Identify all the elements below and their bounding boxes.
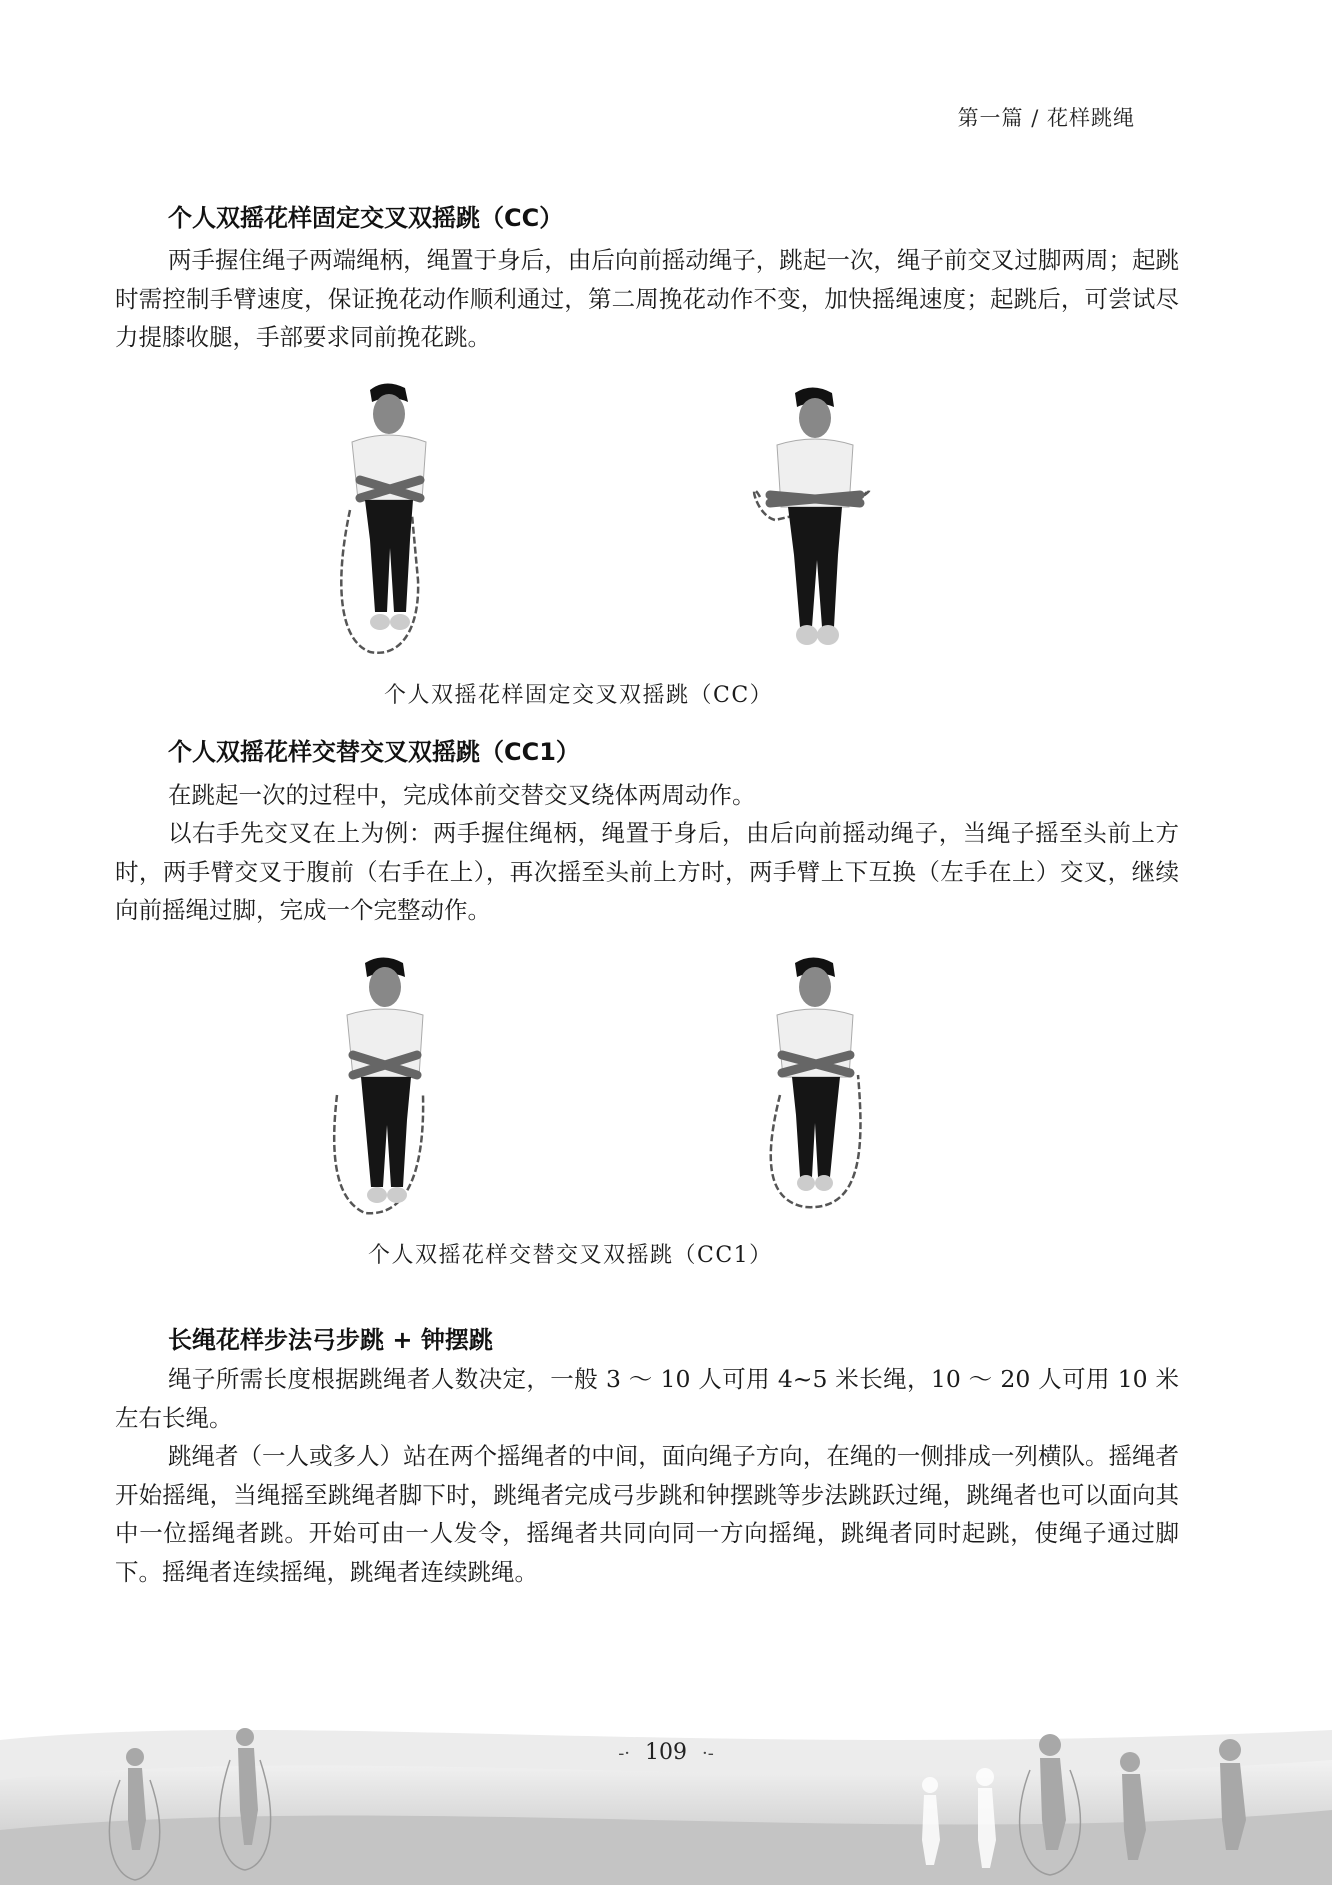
section2-paragraph-1: 在跳起一次的过程中，完成体前交替交叉绕体两周动作。 [168, 781, 756, 809]
section2-paragraph-2: 以右手先交叉在上为例：两手握住绳柄，绳置于身后，由后向前摇动绳子，当绳子摇至头前上方时，两手臂交叉于腹前（右手在上），再次摇至头前上方时，两手臂上下互换（左手在上）交叉，继续向前摇绳过脚，完成一个完整动作。 [115, 819, 1179, 924]
page-number [0, 1740, 1332, 1765]
section1-paragraph-1: 两手握住绳子两端绳柄，绳置于身后，由后向前摇动绳子，跳起一次，绳子前交叉过脚两周；起跳时需控制手臂速度，保证挽花动作顺利通过，第二周挽花动作不变，加快摇绳速度；起跳后，可尝试尽力提膝收腿，手部要求同前挽花跳。 [115, 246, 1179, 351]
jumper-photo-cc1-2 [760, 955, 875, 1215]
section3-paragraph-1: 绳子所需长度根据跳绳者人数决定，一般 3 ～ 10 人可用 4~5 米长绳，10 ～ 20 人可用 10 米左右长绳。 [115, 1365, 1179, 1432]
page-number-dash-right: ·- [702, 1743, 714, 1764]
figure-caption-cc: 个人双摇花样固定交叉双摇跳（CC） [384, 683, 774, 708]
jumper-photo-cc-1 [330, 380, 450, 655]
jumper-photo-cc-2 [750, 385, 880, 660]
section2-title: 个人双摇花样交替交叉双摇跳（CC1） [168, 738, 580, 766]
section3-title: 长绳花样步法弓步跳 + 钟摆跳 [168, 1326, 493, 1354]
section3-paragraph-2: 跳绳者（一人或多人）站在两个摇绳者的中间，面向绳子方向，在绳的一侧排成一列横队。摇绳者开始摇绳，当绳摇至跳绳者脚下时，跳绳者完成弓步跳和钟摆跳等步法跳跃过绳，跳绳者也可以面向其中一位摇绳者跳。开始可由一人发令，摇绳者共同向同一方向摇绳，跳绳者同时起跳，使绳子通过脚下。摇绳者连续摇绳，跳绳者连续跳绳。 [115, 1442, 1179, 1586]
page-number-dash-left: -· [618, 1743, 630, 1764]
jumper-photo-cc1-1 [325, 955, 445, 1220]
page-number-value: 109 [645, 1740, 687, 1765]
section1-title: 个人双摇花样固定交叉双摇跳（CC） [168, 204, 564, 232]
figure-caption-cc1: 个人双摇花样交替交叉双摇跳（CC1） [368, 1243, 773, 1268]
running-header: 第一篇 / 花样跳绳 [957, 106, 1135, 130]
footer-decoration [0, 1700, 1332, 1885]
